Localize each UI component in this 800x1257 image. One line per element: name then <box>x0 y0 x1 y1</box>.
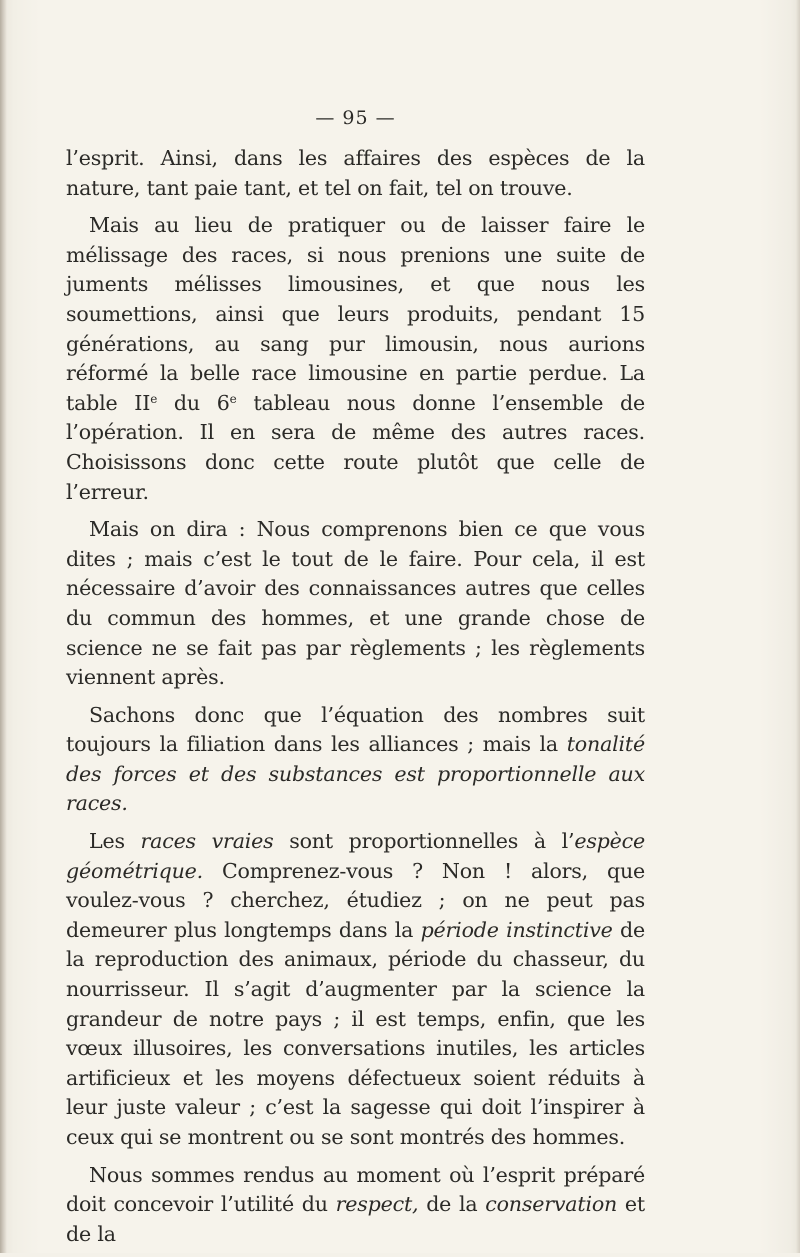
paragraph <box>66 144 645 203</box>
superscript-text: e <box>150 391 158 406</box>
italic-text: tonalité des forces et des substances est proportionnelle aux races. <box>66 732 645 816</box>
text-run: et de la <box>66 1192 645 1246</box>
italic-text: espèce géométrique. <box>66 829 645 883</box>
italic-text: conservation <box>485 1192 618 1217</box>
paragraph <box>66 1161 645 1250</box>
text-run: l’esprit. Ainsi, dans les affaires des espèces de la nature, tant paie tant, et tel on fait, tel on trouve. <box>66 146 645 200</box>
text-run: Sachons donc que l’équation des nombres suit toujours la filiation dans les alliances ; mais la <box>66 702 645 757</box>
paragraph <box>66 701 645 819</box>
page-number: — 95 — <box>315 107 396 129</box>
text-run: Comprenez-vous ? Non ! alors, que voulez-vous ? cherchez, étudiez ; on ne peut pas demeurer plus longtemps dans la <box>66 858 645 942</box>
text-run: Mais on dira : Nous comprenons bien ce que vous dites ; mais c’est le tout de le faire. Pour cela, il est nécessaire d’avoir des connaissances autres que celles du commun des hommes, et une grande chose de science ne se fait pas par règlements ; les règlements viennent après. <box>66 517 645 690</box>
text-run: Mais au lieu de pratiquer ou de laisser faire le mélissage des races, si nous prenions une suite de juments mélisses limousines, et que nous les soumettions, ainsi que leurs produits, pendant 15 générations, au sang pur limousin, nous aurions réformé la belle race limousine en partie perdue. La table II <box>66 213 645 415</box>
paragraph <box>66 515 645 693</box>
text-run: Nous sommes rendus au moment où l’esprit préparé doit concevoir l’utilité du <box>66 1162 645 1217</box>
text-run: de la reproduction des animaux, période du chasseur, du nourrisseur. Il s’agit d’augmenter par la science la grandeur de notre pays ; il est temps, enfin, que les vœux illusoires, les conversations inutiles, les articles artificieux et les moyens défectueux soient réduits à leur juste valeur ; c’est la sagesse qui doit l’inspirer à ceux qui se montrent ou se sont montrés des hommes. <box>66 917 645 1149</box>
page-text <box>66 104 645 1257</box>
italic-text: races vraies <box>140 829 274 854</box>
text-run: du 6 <box>157 390 230 415</box>
text-run: de la <box>418 1192 486 1217</box>
italic-text: période instinctive <box>420 917 613 942</box>
superscript-text: e <box>229 391 237 406</box>
text-run: Les <box>89 829 141 854</box>
page-outer-edge <box>796 0 800 1253</box>
italic-text: respect, <box>335 1192 419 1217</box>
text-run: sont proportionnelles à l’ <box>273 829 575 854</box>
page-binding-edge <box>0 0 7 1253</box>
paragraph <box>66 827 645 1153</box>
text-run: tableau nous donne l’ensemble de l’opération. Il en sera de même des autres races. Choisissons donc cette route plutôt que celle de l’erreur. <box>66 390 645 504</box>
paragraph <box>66 211 645 507</box>
